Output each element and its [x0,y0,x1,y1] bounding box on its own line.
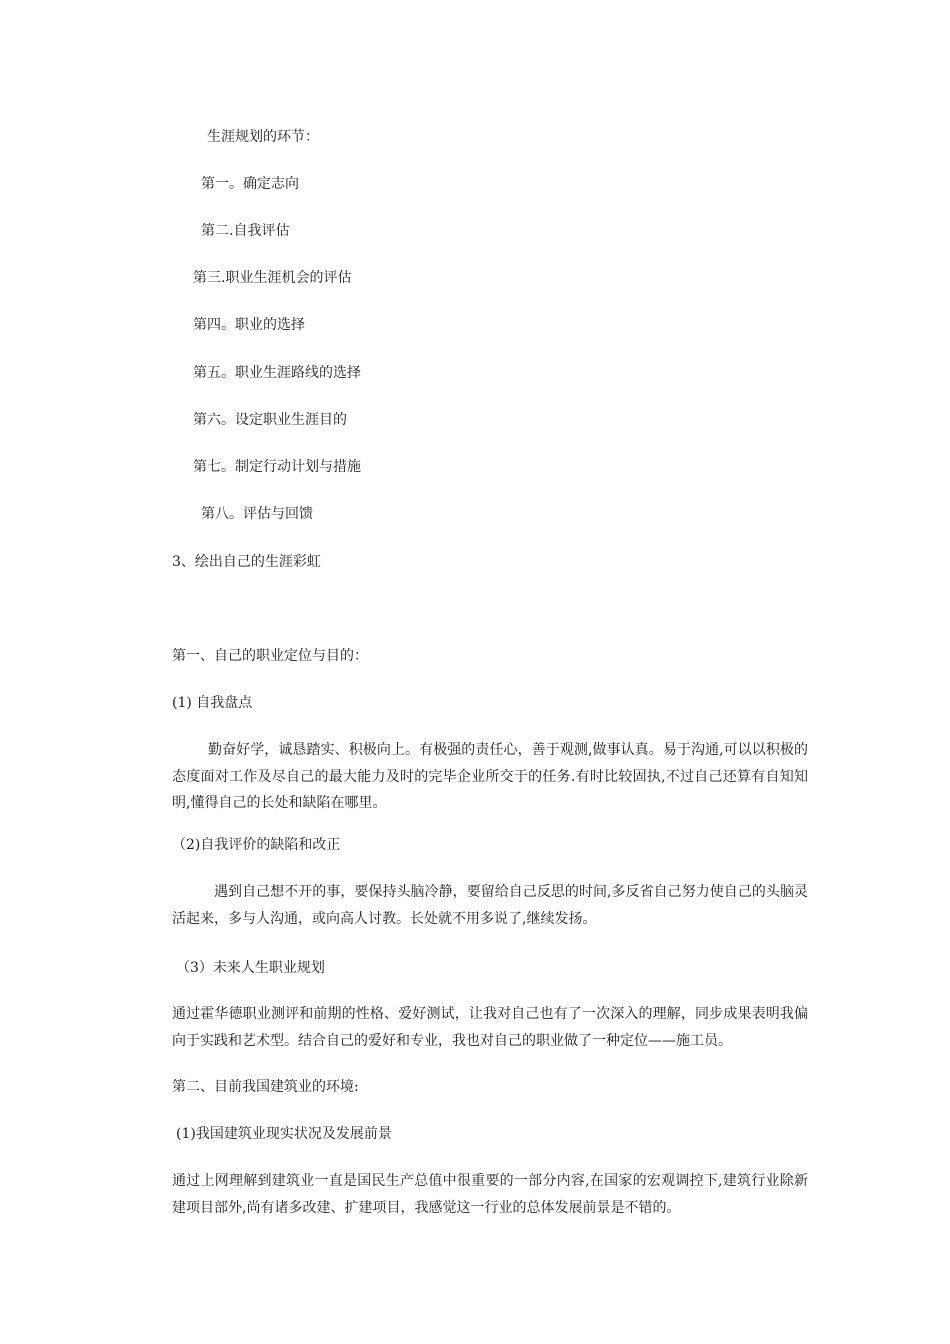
step-item: 第二.自我评估 [201,223,290,239]
step-item: 第五。职业生涯路线的选择 [193,365,361,381]
section-2-title: 第二、目前我国建筑业的环境: [172,1079,359,1095]
step-item: 第四。职业的选择 [193,317,305,333]
step-item: 第三.职业生涯机会的评估 [193,270,352,286]
step-item: 第一。确定志向 [201,176,299,192]
item-3-heading: 3、绘出自己的生涯彩虹 [172,554,321,570]
section-1-sub3-title: （3）未来人生职业规划 [176,960,325,976]
section-1-sub1-title: (1) 自我盘点 [172,695,253,711]
section-1-sub3-text: 通过霍华德职业测评和前期的性格、爱好测试，让我对自己也有了一次深入的理解，同步成果表明我偏向于实践和艺术型。结合自己的爱好和专业，我也对自己的职业做了一种定位——施工员。 [172,1006,808,1049]
section-1-title: 第一、自己的职业定位与目的： [172,648,368,664]
section-1-sub2-text: 遇到自己想不开的事，要保持头脑冷静，要留给自己反思的时间,多反省自己努力使自己的头脑灵活起来，多与人沟通，或向高人讨教。长处就不用多说了,继续发扬。 [172,884,808,927]
section-1-sub1-text: 勤奋好学，诚恳踏实、积极向上。有极强的责任心，善于观测,做事认真。易于沟通,可以以积极的态度面对工作及尽自己的最大能力及时的完毕企业所交于的任务.有时比较固执,不过自己还算有自知知明,懂得自己的长处和缺陷在哪里。 [172,742,808,811]
step-item: 第七。制定行动计划与措施 [193,459,361,475]
step-item: 第八。评估与回馈 [201,506,313,522]
section-2-sub1-text: 通过上网理解到建筑业一直是国民生产总值中很重要的一部分内容,在国家的宏观调控下,建筑行业除新建项目部外,尚有诸多改建、扩建项目，我感觉这一行业的总体发展前景是不错的。 [172,1173,808,1216]
step-item: 第六。设定职业生涯目的 [193,412,347,428]
steps-heading: 生涯规划的环节： [207,129,319,145]
section-1-sub2-title: （2)自我评价的缺陷和改正 [172,837,341,853]
section-2-sub1-title: (1)我国建筑业现实状况及发展前景 [176,1126,392,1142]
